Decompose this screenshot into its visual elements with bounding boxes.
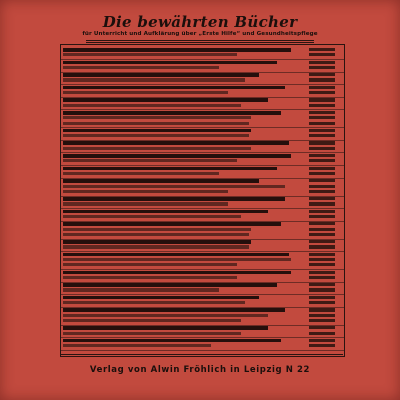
entry-price <box>309 319 335 322</box>
catalogue-entry <box>61 72 344 85</box>
page-title: Die bewährten Bücher <box>102 13 298 31</box>
entry-price <box>309 116 335 119</box>
entry-price <box>309 344 335 347</box>
entry-text-line <box>63 228 251 231</box>
entry-price <box>309 263 335 266</box>
catalogue-entry <box>61 85 344 98</box>
entry-text-line <box>63 66 219 69</box>
entry-text-line <box>63 154 291 158</box>
entry-price <box>309 122 335 125</box>
title-divider <box>86 40 314 41</box>
entry-price <box>309 190 335 193</box>
entry-price <box>309 141 335 144</box>
entry-text-line <box>63 271 291 275</box>
catalogue-entry <box>61 97 344 110</box>
catalogue-entry <box>61 140 344 153</box>
entry-text-line <box>63 258 291 261</box>
entry-text-line <box>63 296 259 300</box>
catalogue-entry <box>61 47 344 60</box>
entry-text-line <box>63 172 219 175</box>
catalogue-entry <box>61 110 344 128</box>
catalogue-entry <box>61 282 344 295</box>
catalogue-entry <box>61 153 344 166</box>
entry-text-line <box>63 197 285 201</box>
entry-price <box>309 86 335 89</box>
entry-text-line <box>63 233 249 236</box>
entry-text-line <box>63 98 268 102</box>
entry-price <box>309 215 335 218</box>
entry-price <box>309 233 335 236</box>
entry-price <box>309 301 335 304</box>
entry-text-line <box>63 319 241 322</box>
entry-text-line <box>63 301 245 304</box>
entry-text-line <box>63 283 277 287</box>
entry-text-line <box>63 339 281 343</box>
catalogue-entry <box>61 60 344 73</box>
entry-price <box>309 78 335 81</box>
entry-price <box>309 326 335 329</box>
entry-text-line <box>63 61 277 65</box>
entry-price <box>309 314 335 317</box>
entry-text-line <box>63 179 259 183</box>
entry-text-line <box>63 104 241 107</box>
entry-text-line <box>63 344 211 347</box>
entry-text-line <box>63 222 281 226</box>
entry-price <box>309 258 335 261</box>
entry-price <box>309 228 335 231</box>
entry-text-line <box>63 167 277 171</box>
entry-text-line <box>63 53 237 56</box>
entry-text-line <box>63 210 268 214</box>
entry-text-line <box>63 185 285 188</box>
entry-text-line <box>63 147 251 150</box>
entry-text-line <box>63 240 251 244</box>
entry-price <box>309 276 335 279</box>
entry-text-line <box>63 253 289 257</box>
footer-divider <box>60 354 343 355</box>
entry-text-line <box>63 134 249 137</box>
entry-text-line <box>63 86 285 90</box>
entry-text-line <box>63 129 251 133</box>
entry-price <box>309 240 335 243</box>
entry-price <box>309 222 335 225</box>
entry-price <box>309 111 335 114</box>
entry-price <box>309 61 335 64</box>
entry-text-line <box>63 215 241 218</box>
entry-price <box>309 129 335 132</box>
entry-price <box>309 271 335 274</box>
entry-price <box>309 332 335 335</box>
entry-text-line <box>63 78 245 81</box>
catalogue-entry <box>61 196 344 209</box>
entry-text-line <box>63 48 291 52</box>
entry-text-line <box>63 141 289 145</box>
entry-text-line <box>63 190 228 193</box>
catalogue-entry <box>61 307 344 325</box>
entry-text-line <box>63 314 268 317</box>
entry-price <box>309 179 335 182</box>
catalogue-entry <box>61 270 344 283</box>
entry-price <box>309 288 335 291</box>
catalogue-entry <box>61 295 344 308</box>
book-listing <box>60 44 345 357</box>
entry-price <box>309 66 335 69</box>
entry-text-line <box>63 202 228 205</box>
catalogue-entry <box>61 338 344 351</box>
catalogue-entry <box>61 166 344 179</box>
entry-price <box>309 202 335 205</box>
entry-price <box>309 147 335 150</box>
entry-price <box>309 73 335 76</box>
catalogue-entry <box>61 221 344 239</box>
entry-text-line <box>63 276 237 279</box>
entry-text-line <box>63 263 237 266</box>
catalogue-entry <box>61 178 344 196</box>
entry-text-line <box>63 159 237 162</box>
publisher-line: Verlag von Alwin Fröhlich in Leipzig N 22 <box>89 365 311 375</box>
entry-text-line <box>63 326 268 330</box>
entry-text-line <box>63 332 241 335</box>
entry-text-line <box>63 91 228 94</box>
catalogue-entry <box>61 239 344 252</box>
entry-price <box>309 98 335 101</box>
entry-price <box>309 308 335 311</box>
entry-price <box>309 48 335 51</box>
entry-price <box>309 296 335 299</box>
catalogue-entry <box>61 325 344 338</box>
entry-text-line <box>63 288 219 291</box>
entry-price <box>309 53 335 56</box>
entry-price <box>309 339 335 342</box>
page-subtitle: für Unterricht und Aufklärung über „Erste Hilfe“ und Gesundheitspflege <box>82 31 318 37</box>
entry-price <box>309 159 335 162</box>
entry-price <box>309 91 335 94</box>
entry-price <box>309 185 335 188</box>
entry-price <box>309 210 335 213</box>
entry-text-line <box>63 308 285 312</box>
entry-price <box>309 253 335 256</box>
catalogue-entry <box>61 128 344 141</box>
title-divider-thin <box>86 42 314 43</box>
entry-text-line <box>63 116 251 119</box>
entry-price <box>309 197 335 200</box>
entry-text-line <box>63 122 249 125</box>
entry-price <box>309 283 335 286</box>
entry-price <box>309 245 335 248</box>
entry-text-line <box>63 73 259 77</box>
entry-price <box>309 134 335 137</box>
entry-price <box>309 172 335 175</box>
catalogue-entry <box>61 209 344 222</box>
entry-text-line <box>63 245 249 248</box>
entry-price <box>309 104 335 107</box>
entry-text-line <box>63 111 281 115</box>
catalogue-entry <box>61 252 344 270</box>
entry-price <box>309 154 335 157</box>
entry-price <box>309 167 335 170</box>
